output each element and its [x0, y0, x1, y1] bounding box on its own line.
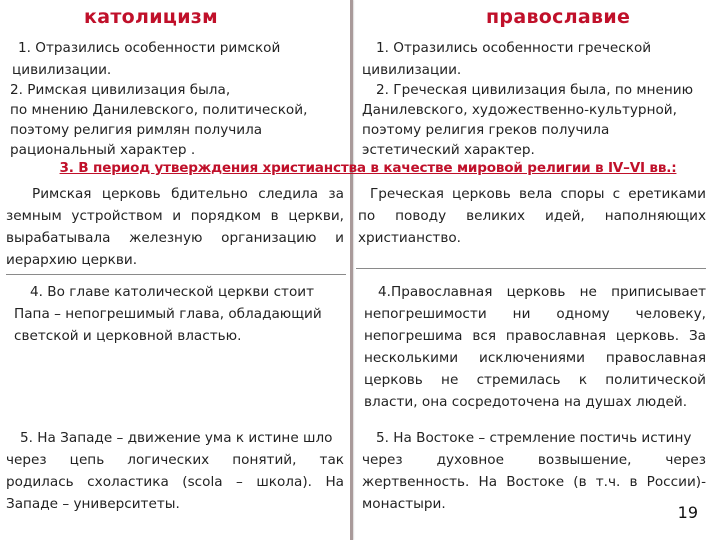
section-3-heading: 3. В период утверждения христианства в качестве мировой религии в IV–VI вв.:: [59, 160, 677, 176]
left-p2-line1: 2. Римская цивилизация была,: [10, 82, 231, 98]
separator-right: [356, 268, 706, 269]
left-p2-line2: по мнению Данилевского, политической,: [10, 102, 308, 118]
right-p2-line1: 2. Греческая цивилизация была, по мнению: [376, 82, 694, 98]
left-p3-line3: вырабатывала железную организацию и: [6, 230, 344, 246]
header-catholicism: католицизм: [84, 6, 218, 28]
header-orthodoxy: православие: [486, 6, 631, 28]
page-number: 19: [677, 503, 698, 522]
left-p4-line3: светской и церковной властью.: [14, 328, 242, 344]
left-p3-line4: иерархию церкви.: [6, 252, 138, 268]
right-p3-line1: Греческая церковь вела споры с еретиками: [370, 186, 706, 202]
left-p1-line1: 1. Отразились особенности римской: [18, 40, 281, 56]
right-p2-line3: поэтому религия греков получила: [362, 122, 610, 138]
right-p2-line4: эстетический характер.: [362, 142, 535, 158]
right-p3-line3: христианство.: [358, 230, 461, 246]
right-p4-line2: непогрешимости ни одному человеку,: [364, 306, 706, 322]
left-p3-line2: земным устройством и порядком в церкви,: [6, 208, 344, 224]
right-p3-line2: по поводу великих идей, наполняющих: [358, 208, 706, 224]
right-p4-line5: церковь не стремилась к политической: [364, 372, 706, 388]
left-p5-line1: 5. На Западе – движение ума к истине шло: [20, 430, 333, 446]
left-p5-line3: родилась схоластика (scola – школа). На: [6, 474, 344, 490]
left-p4-line2: Папа – непогрешимый глава, обладающий: [14, 306, 322, 322]
right-p4-line3: непогрешима вся православная церковь. За: [364, 328, 706, 344]
right-p1-line1: 1. Отразились особенности греческой: [376, 40, 652, 56]
right-p4-line1: 4.Православная церковь не приписывает: [378, 284, 706, 300]
right-p5-line1: 5. На Востоке – стремление постичь истину: [376, 430, 692, 446]
right-p2-line2: Данилевского, художественно-культурной,: [362, 102, 677, 118]
right-p5-line4: монастыри.: [362, 496, 446, 512]
left-p1-line2: цивилизации.: [12, 62, 112, 78]
left-p4-line1: 4. Во главе католической церкви стоит: [30, 284, 315, 300]
left-p5-line2: через цепь логических понятий, так: [6, 452, 344, 468]
right-p5-line3: жертвенность. На Востоке (в т.ч. в России)-: [362, 474, 706, 490]
left-p5-line4: Западе – университеты.: [6, 496, 180, 512]
right-p1-line2: цивилизации.: [362, 62, 462, 78]
left-p3-line1: Римская церковь бдительно следила за: [32, 186, 344, 202]
right-p5-line2: через духовное возвышение, через: [362, 452, 706, 468]
right-p4-line4: несколькими исключениями православная: [364, 350, 706, 366]
left-p2-line4: рациональный характер .: [10, 142, 196, 158]
column-divider: [350, 0, 353, 540]
right-p4-line6: власти, она сосредоточена на душах людей.: [364, 394, 688, 410]
separator-left: [6, 274, 346, 275]
left-p2-line3: поэтому религия римлян получила: [10, 122, 263, 138]
